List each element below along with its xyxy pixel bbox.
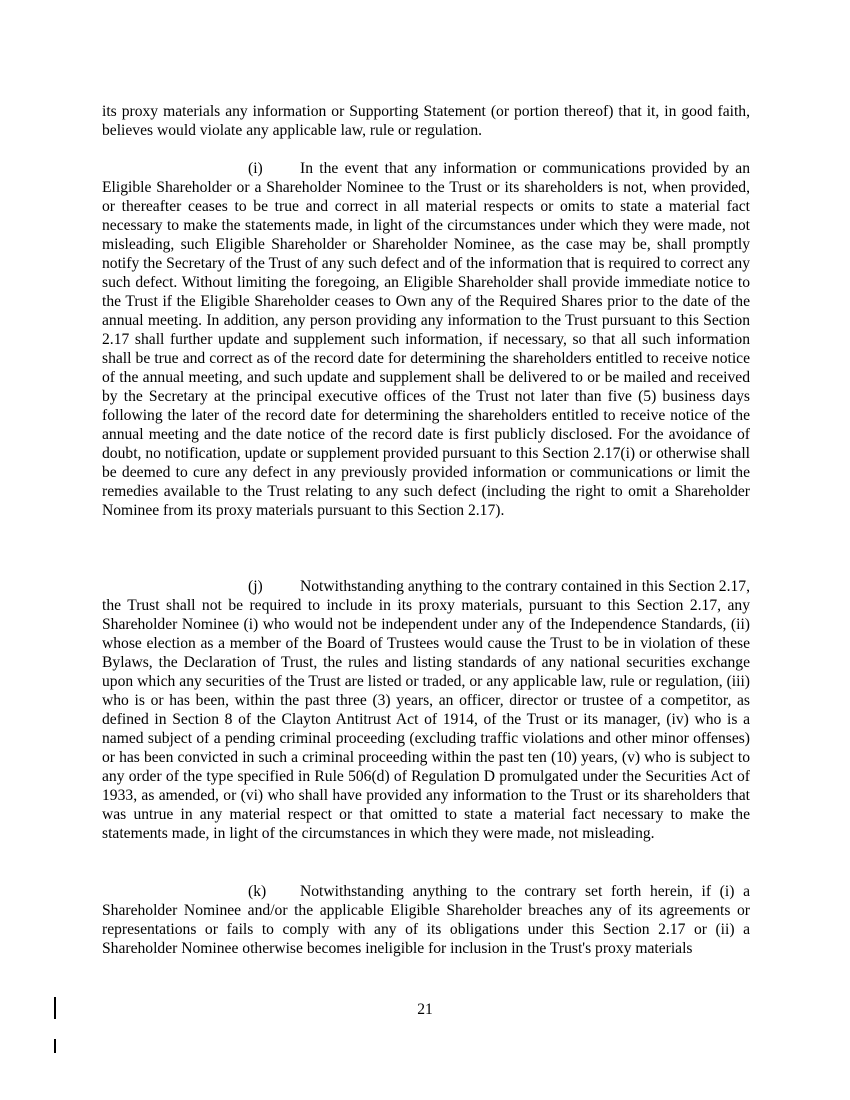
section-k-paragraph (102, 882, 750, 958)
section-i-paragraph (102, 159, 750, 520)
section-k-text: Notwithstanding anything to the contrary set forth herein, if (i) a Shareholder Nominee and/or the applicable Eligible Shareholder breaches any of its agreements or representations or fails to comply with any of its obligations under this Section 2.17 or (ii) a Shareholder Nominee otherwise becomes ineligible for inclusion in the Trust's proxy materials (102, 883, 750, 957)
section-j-text: Notwithstanding anything to the contrary contained in this Section 2.17, the Trust shall not be required to include in its proxy materials, pursuant to this Section 2.17, any Shareholder Nominee (i) who would not be independent under any of the Independence Standards, (ii) whose election as a member of the Board of Trustees would cause the Trust to be in violation of these Bylaws, the Declaration of Trust, the rules and listing standards of any national securities exchange upon which any securities of the Trust are listed or traded, or any applicable law, rule or regulation, (iii) who is or has been, within the past three (3) years, an officer, director or trustee of a competitor, as defined in Section 8 of the Clayton Antitrust Act of 1914, of the Trust or its manager, (iv) who is a named subject of a pending criminal proceeding (excluding traffic violations and other minor offenses) or has been convicted in such a criminal proceeding within the past ten (10) years, (v) who is subject to any order of the type specified in Rule 506(d) of Regulation D promulgated under the Securities Act of 1933, as amended, or (vi) who shall have provided any information to the Trust or its shareholders that was untrue in any material respect or that omitted to state a material fact necessary to make the statements made, in light of the circumstances in which they were made, not misleading. (102, 578, 750, 842)
section-j-paragraph (102, 577, 750, 843)
change-bar-upper (54, 997, 56, 1019)
section-i-marker: (i) (248, 160, 263, 177)
change-bar-lower (54, 1039, 56, 1053)
continuation-paragraph (102, 102, 750, 140)
section-k-marker: (k) (248, 883, 267, 900)
section-i-text: In the event that any information or communications provided by an Eligible Shareholder or a Shareholder Nominee to the Trust or its shareholders is not, when provided, or thereafter ceases to be true and correct in all material respects or omits to state a material fact necessary to make the statements made, in light of the circumstances under which they were made, not misleading, such Eligible Shareholder or Shareholder Nominee, as the case may be, shall promptly notify the Secretary of the Trust of any such defect and of the information that is required to correct any such defect. Without limiting the foregoing, an Eligible Shareholder shall provide immediate notice to the Trust if the Eligible Shareholder ceases to Own any of the Required Shares prior to the date of the annual meeting. In addition, any person providing any information to the Trust pursuant to this Section 2.17 shall further update and supplement such information, if necessary, so that all such information shall be true and correct as of the record date for determining the shareholders entitled to receive notice of the annual meeting, and such update and supplement shall be delivered to or be mailed and received by the Secretary at the principal executive offices of the Trust not later than five (5) business days following the later of the record date for determining the shareholders entitled to receive notice of the annual meeting and the date notice of the record date is first publicly disclosed. For the avoidance of doubt, no notification, update or supplement provided pursuant to this Section 2.17(i) or otherwise shall be deemed to cure any defect in any previously provided information or communications or limit the remedies available to the Trust relating to any such defect (including the right to omit a Shareholder Nominee from its proxy materials pursuant to this Section 2.17). (102, 160, 750, 519)
page-number: 21 (417, 1001, 433, 1018)
continuation-text: its proxy materials any information or Supporting Statement (or portion thereof) that it, in good faith, believes would violate any applicable law, rule or regulation. (102, 103, 750, 139)
section-j-marker: (j) (248, 578, 263, 595)
